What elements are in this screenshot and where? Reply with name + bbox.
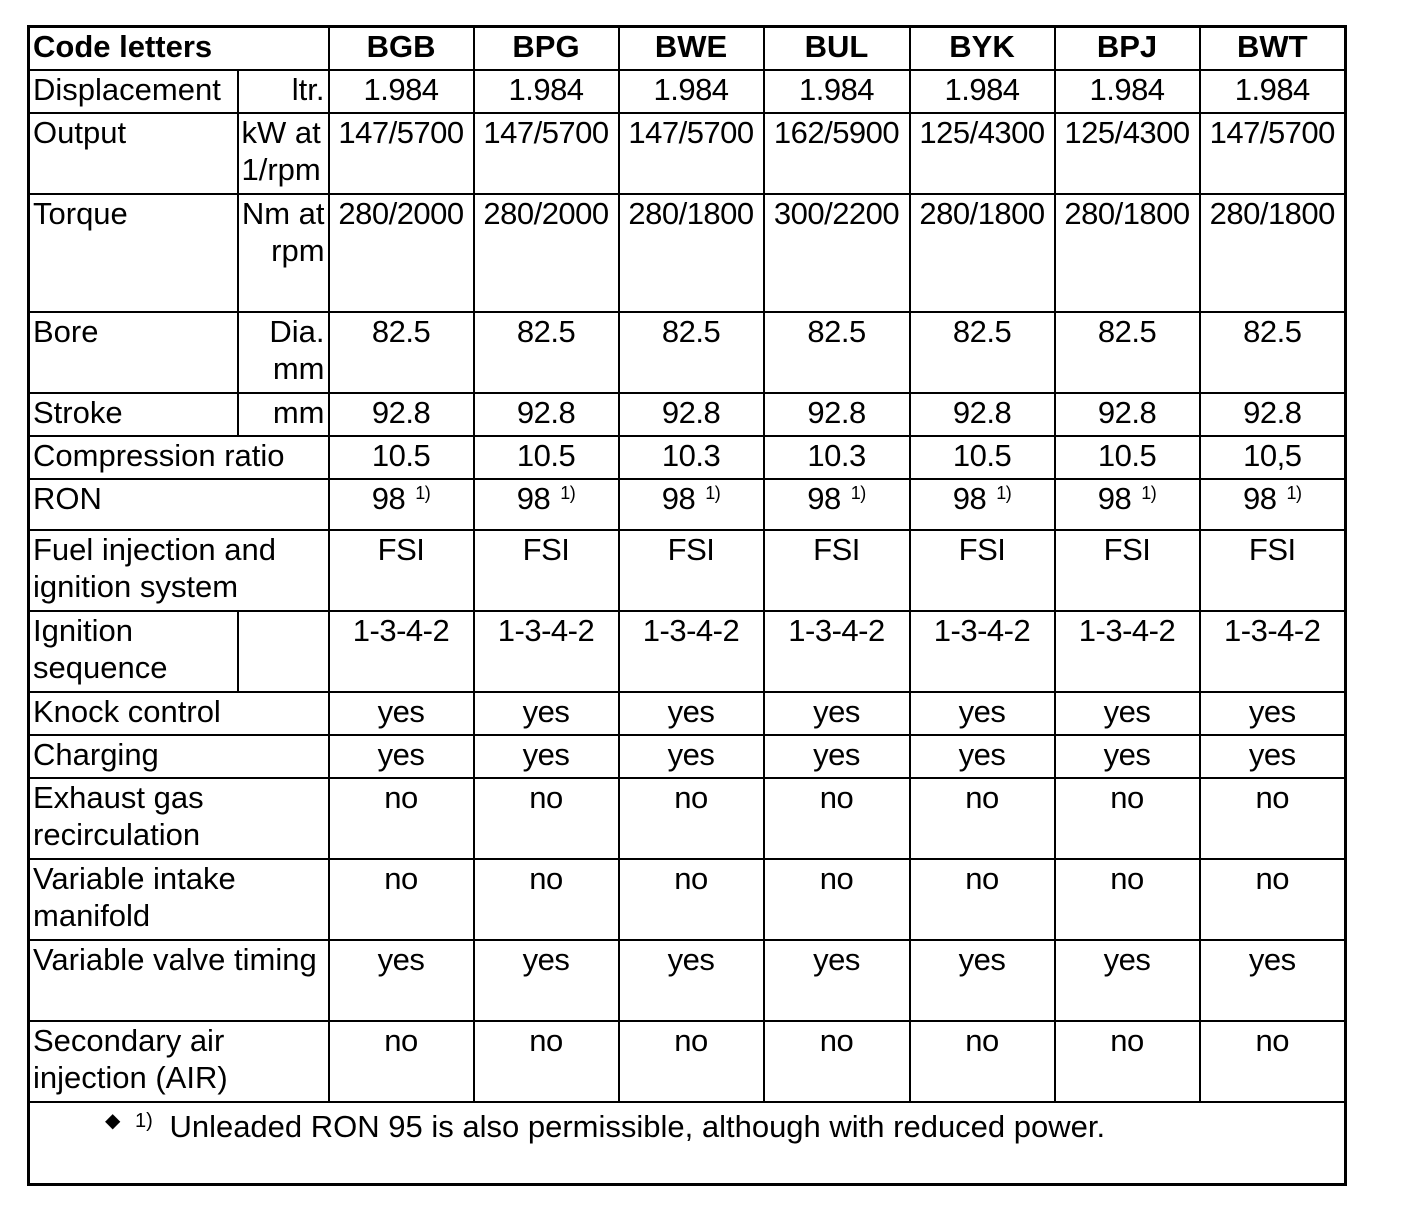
- cell-value: no: [764, 1021, 910, 1102]
- cell-value: yes: [329, 692, 474, 735]
- footnote-mark: 1): [560, 482, 576, 503]
- code-bpg: BPG: [474, 27, 619, 70]
- cell-value: 1.984: [619, 70, 764, 113]
- footnote: [29, 1102, 1346, 1185]
- cell-value: no: [619, 859, 764, 940]
- cell-value: 10.3: [764, 436, 910, 479]
- cell-value: 1-3-4-2: [329, 611, 474, 692]
- row-torque: [29, 194, 1346, 312]
- row-output: [29, 113, 1346, 194]
- footnote-mark: 1): [850, 482, 866, 503]
- row-bore: [29, 312, 1346, 393]
- cell-value: 10.5: [1055, 436, 1200, 479]
- cell-value: 147/5700: [329, 113, 474, 194]
- cell-value: yes: [474, 735, 619, 778]
- ron-value: 98: [807, 480, 841, 516]
- header-label: Code letters: [29, 27, 329, 70]
- cell-value: 162/5900: [764, 113, 910, 194]
- cell-value: 92.8: [329, 393, 474, 436]
- cell-value: 92.8: [910, 393, 1055, 436]
- cell-value: yes: [1055, 692, 1200, 735]
- footnote-mark: 1): [996, 482, 1012, 503]
- cell-value: 1-3-4-2: [474, 611, 619, 692]
- row-label: Displacement: [29, 70, 238, 113]
- footnote-row: [29, 1102, 1346, 1185]
- footnote-text: Unleaded RON 95 is also permissible, although with reduced power.: [169, 1108, 1106, 1144]
- cell-value: no: [329, 1021, 474, 1102]
- cell-value: 10,5: [1200, 436, 1346, 479]
- cell-value: 1-3-4-2: [1200, 611, 1346, 692]
- row-unit: Nm at rpm: [238, 194, 329, 312]
- row-label: Charging: [29, 735, 329, 778]
- cell-value: [619, 479, 764, 530]
- row-secondary-air: [29, 1021, 1346, 1102]
- code-bgb: BGB: [329, 27, 474, 70]
- cell-value: no: [619, 778, 764, 859]
- row-label: RON: [29, 479, 329, 530]
- code-bul: BUL: [764, 27, 910, 70]
- row-label: Variable intake manifold: [29, 859, 329, 940]
- cell-value: 1.984: [1200, 70, 1346, 113]
- row-fuel-injection: [29, 530, 1346, 611]
- row-ignition-sequence: [29, 611, 1346, 692]
- row-ron: [29, 479, 1346, 530]
- cell-value: 92.8: [1200, 393, 1346, 436]
- cell-value: yes: [910, 940, 1055, 1021]
- cell-value: FSI: [764, 530, 910, 611]
- ron-value: 98: [1243, 480, 1277, 516]
- cell-value: 300/2200: [764, 194, 910, 312]
- cell-value: 10.5: [474, 436, 619, 479]
- table-header-row: [29, 27, 1346, 70]
- cell-value: 147/5700: [619, 113, 764, 194]
- cell-value: yes: [1200, 735, 1346, 778]
- cell-value: no: [1055, 859, 1200, 940]
- cell-value: FSI: [474, 530, 619, 611]
- cell-value: 147/5700: [1200, 113, 1346, 194]
- cell-value: 1.984: [764, 70, 910, 113]
- cell-value: 1-3-4-2: [764, 611, 910, 692]
- cell-value: [1200, 479, 1346, 530]
- cell-value: 82.5: [764, 312, 910, 393]
- cell-value: yes: [474, 940, 619, 1021]
- cell-value: yes: [764, 692, 910, 735]
- cell-value: no: [474, 1021, 619, 1102]
- row-compression: [29, 436, 1346, 479]
- cell-value: 1-3-4-2: [1055, 611, 1200, 692]
- row-unit: Dia. mm: [238, 312, 329, 393]
- code-bwt: BWT: [1200, 27, 1346, 70]
- row-label: Compression ratio: [29, 436, 329, 479]
- cell-value: 280/2000: [474, 194, 619, 312]
- cell-value: no: [764, 778, 910, 859]
- cell-value: no: [329, 778, 474, 859]
- cell-value: FSI: [910, 530, 1055, 611]
- row-label: Output: [29, 113, 238, 194]
- cell-value: 10.5: [329, 436, 474, 479]
- footnote-mark: 1): [1286, 482, 1302, 503]
- row-unit: ltr.: [238, 70, 329, 113]
- cell-value: 1.984: [910, 70, 1055, 113]
- cell-value: 92.8: [474, 393, 619, 436]
- cell-value: 125/4300: [1055, 113, 1200, 194]
- ron-value: 98: [952, 480, 987, 516]
- ron-value: 98: [1097, 480, 1132, 516]
- cell-value: no: [619, 1021, 764, 1102]
- row-label: Knock control: [29, 692, 329, 735]
- engine-spec-table: [27, 25, 1347, 1186]
- row-knock-control: [29, 692, 1346, 735]
- cell-value: no: [329, 859, 474, 940]
- cell-value: no: [910, 778, 1055, 859]
- cell-value: [1055, 479, 1200, 530]
- cell-value: FSI: [329, 530, 474, 611]
- cell-value: no: [910, 859, 1055, 940]
- code-byk: BYK: [910, 27, 1055, 70]
- row-egr: [29, 778, 1346, 859]
- footnote-mark: 1): [705, 482, 721, 503]
- ron-value: 98: [661, 480, 696, 516]
- cell-value: 280/1800: [619, 194, 764, 312]
- footnote-mark: 1): [415, 482, 431, 503]
- cell-value: FSI: [619, 530, 764, 611]
- code-bpj: BPJ: [1055, 27, 1200, 70]
- cell-value: 125/4300: [910, 113, 1055, 194]
- ron-value: 98: [516, 480, 551, 516]
- cell-value: yes: [329, 735, 474, 778]
- cell-value: [764, 479, 910, 530]
- cell-value: 82.5: [619, 312, 764, 393]
- cell-value: 1-3-4-2: [910, 611, 1055, 692]
- row-charging: [29, 735, 1346, 778]
- cell-value: yes: [764, 940, 910, 1021]
- cell-value: [910, 479, 1055, 530]
- cell-value: yes: [329, 940, 474, 1021]
- cell-value: 147/5700: [474, 113, 619, 194]
- row-label: Fuel injection and ignition system: [29, 530, 329, 611]
- cell-value: no: [474, 778, 619, 859]
- cell-value: no: [1200, 1021, 1346, 1102]
- row-label: Variable valve timing: [29, 940, 329, 1021]
- ron-value: 98: [371, 480, 406, 516]
- cell-value: no: [1055, 778, 1200, 859]
- cell-value: 82.5: [910, 312, 1055, 393]
- footnote-mark: 1): [135, 1109, 153, 1132]
- cell-value: yes: [619, 692, 764, 735]
- cell-value: 92.8: [764, 393, 910, 436]
- row-label: Exhaust gas recirculation: [29, 778, 329, 859]
- row-label: Torque: [29, 194, 238, 312]
- cell-value: [329, 479, 474, 530]
- cell-value: 280/1800: [910, 194, 1055, 312]
- row-variable-intake: [29, 859, 1346, 940]
- cell-value: FSI: [1200, 530, 1346, 611]
- cell-value: yes: [619, 940, 764, 1021]
- cell-value: 82.5: [1055, 312, 1200, 393]
- cell-value: yes: [1200, 940, 1346, 1021]
- cell-value: 1-3-4-2: [619, 611, 764, 692]
- cell-value: no: [474, 859, 619, 940]
- row-label: Bore: [29, 312, 238, 393]
- row-stroke: [29, 393, 1346, 436]
- row-variable-valve: [29, 940, 1346, 1021]
- cell-value: yes: [1200, 692, 1346, 735]
- row-unit-empty: [238, 611, 329, 692]
- diamond-bullet-icon: ◆: [105, 1109, 121, 1132]
- cell-value: yes: [619, 735, 764, 778]
- row-label: Ignition sequence: [29, 611, 238, 692]
- cell-value: 82.5: [1200, 312, 1346, 393]
- cell-value: yes: [1055, 735, 1200, 778]
- row-label: Stroke: [29, 393, 238, 436]
- cell-value: no: [910, 1021, 1055, 1102]
- cell-value: no: [1200, 859, 1346, 940]
- cell-value: 1.984: [1055, 70, 1200, 113]
- cell-value: 1.984: [329, 70, 474, 113]
- row-displacement: [29, 70, 1346, 113]
- cell-value: 280/1800: [1055, 194, 1200, 312]
- cell-value: 92.8: [1055, 393, 1200, 436]
- footnote-mark: 1): [1141, 482, 1157, 503]
- row-label: Secondary air injection (AIR): [29, 1021, 329, 1102]
- cell-value: no: [1200, 778, 1346, 859]
- cell-value: 10.3: [619, 436, 764, 479]
- cell-value: [474, 479, 619, 530]
- cell-value: 82.5: [329, 312, 474, 393]
- cell-value: 280/1800: [1200, 194, 1346, 312]
- cell-value: 1.984: [474, 70, 619, 113]
- cell-value: yes: [910, 735, 1055, 778]
- cell-value: FSI: [1055, 530, 1200, 611]
- cell-value: yes: [1055, 940, 1200, 1021]
- cell-value: yes: [474, 692, 619, 735]
- cell-value: yes: [764, 735, 910, 778]
- cell-value: no: [764, 859, 910, 940]
- cell-value: 10.5: [910, 436, 1055, 479]
- cell-value: 82.5: [474, 312, 619, 393]
- cell-value: 92.8: [619, 393, 764, 436]
- row-unit: mm: [238, 393, 329, 436]
- cell-value: 280/2000: [329, 194, 474, 312]
- code-bwe: BWE: [619, 27, 764, 70]
- cell-value: yes: [910, 692, 1055, 735]
- cell-value: no: [1055, 1021, 1200, 1102]
- row-unit: kW at 1/rpm: [238, 113, 329, 194]
